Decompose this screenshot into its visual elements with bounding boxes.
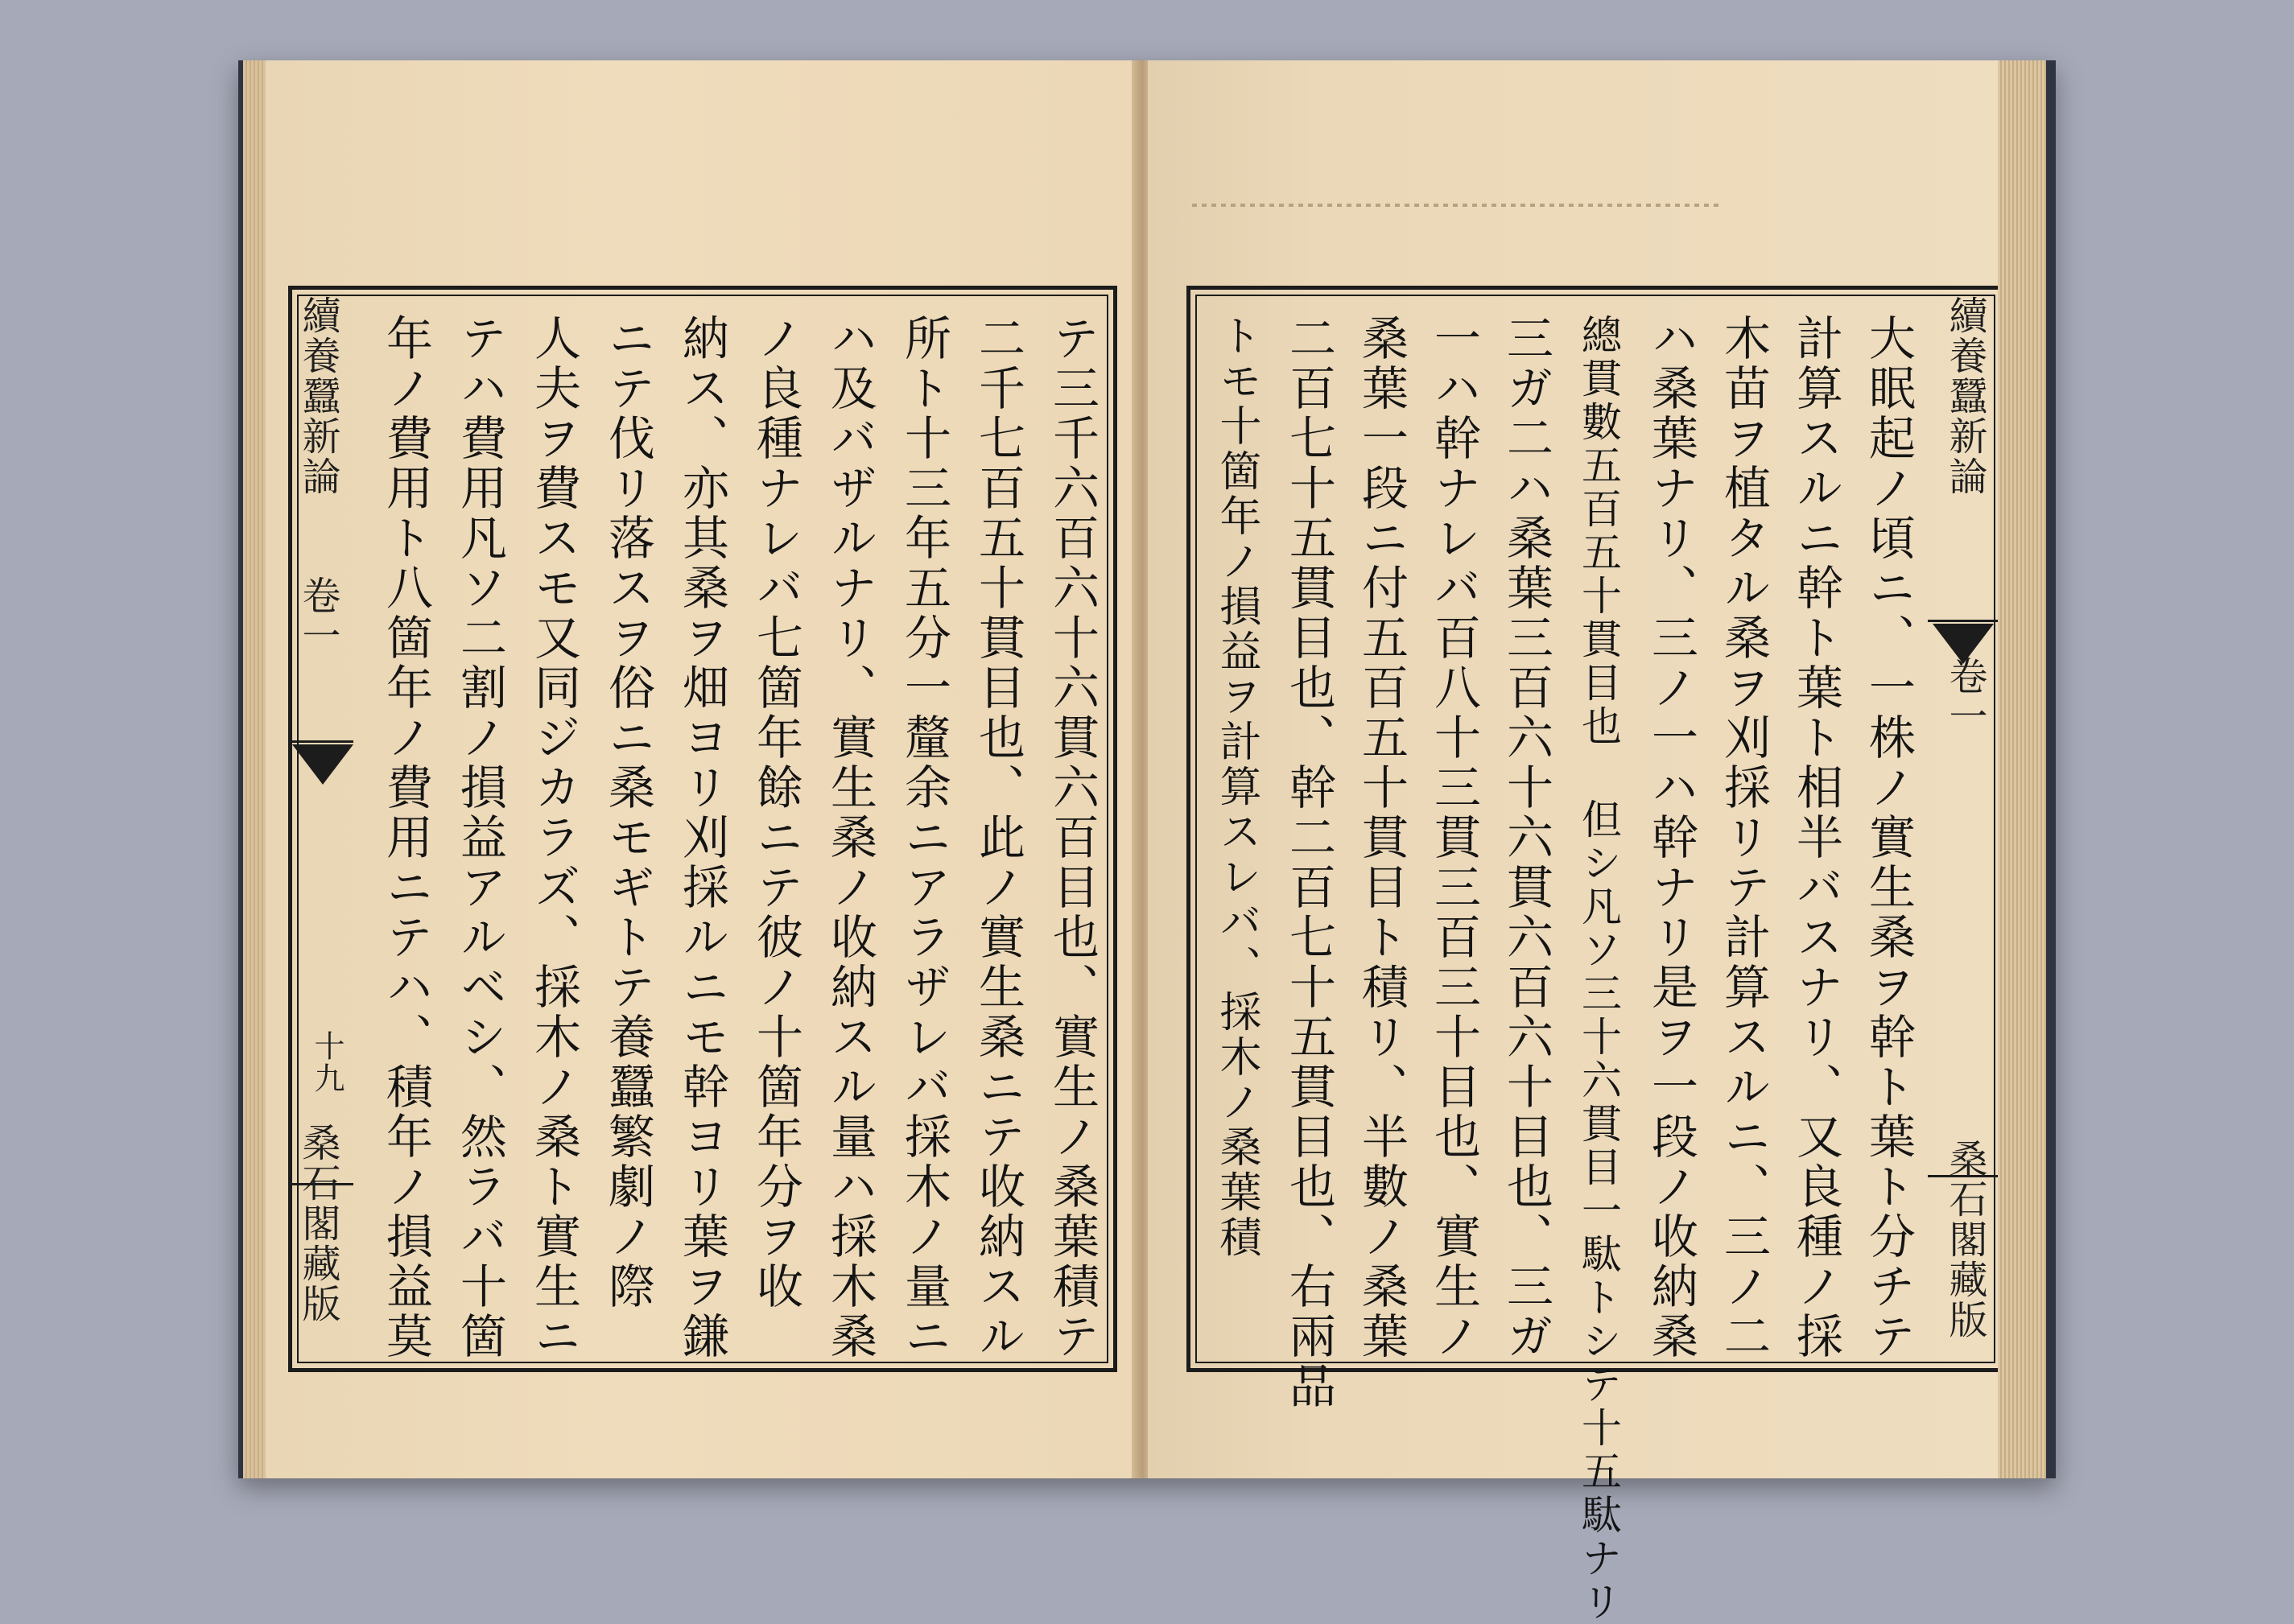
margin-book-title: 續養蠶新論: [1942, 295, 1987, 497]
text-column: 總貫數五百五十貫目也 但シ凡ソ三十六貫目一駄トシテ十五駄ナリ: [1575, 314, 1622, 1624]
text-column: 所ト十三年五分一釐余ニアラザレバ採木ノ量ニ: [897, 314, 951, 1362]
text-column: 計算スルニ幹ト葉ト相半バスナリ、又良種ノ採: [1789, 314, 1843, 1362]
faint-dotted-line: [1192, 204, 1723, 207]
text-column: 大眠起ノ頃ニ、一株ノ實生桑ヲ幹ト葉ト分チテ: [1861, 314, 1916, 1362]
margin-volume-label: 卷一: [1942, 656, 1987, 736]
text-column: ハ及バザルナリ、實生桑ノ收納スル量ハ採木桑: [823, 314, 877, 1362]
text-column: 木苗ヲ植タル桑ヲ刈採リテ計算スルニ、三ノ二: [1716, 314, 1771, 1362]
text-column: ノ良種ナレバ七箇年餘ニテ彼ノ十箇年分ヲ收: [749, 314, 803, 1312]
text-column: テハ費用凡ソ二割ノ損益アルベシ、然ラバ十箇: [452, 314, 507, 1362]
text-column: トモ十箇年ノ損益ヲ計算スレバ、採木ノ桑葉積: [1212, 314, 1260, 1260]
text-column: 二百七十五貫目也、幹二百七十五貫目也、右兩品: [1281, 314, 1336, 1412]
publisher-mark: 桑石閣藏版: [295, 1123, 340, 1324]
text-column: 桑葉一段ニ付五百五十貫目ト積リ、半數ノ桑葉: [1354, 314, 1409, 1362]
text-column: ニテ伐リ落スヲ俗ニ桑モギトテ養蠶繁劇ノ際: [600, 314, 655, 1312]
text-column: 二千七百五十貫目也、此ノ實生桑ニテ收納スル: [971, 314, 1025, 1362]
open-book: [238, 60, 2056, 1624]
right-page-edges: [1998, 60, 2046, 1478]
publisher-mark: 桑石閣藏版: [1942, 1139, 1987, 1340]
text-column: 年ノ費用ト八箇年ノ費用ニテハ、積年ノ損益莫: [378, 314, 433, 1362]
margin-book-title: 續養蠶新論: [295, 295, 340, 497]
right-page: [1148, 60, 2003, 1624]
fold-mark: [292, 744, 353, 785]
text-column: 一ハ幹ナレバ百八十三貫三百三十目也、實生ノ: [1426, 314, 1481, 1362]
left-text-frame: [288, 286, 1117, 1372]
text-column: 納ス、亦其桑ヲ畑ヨリ刈採ルニモ幹ヨリ葉ヲ鎌: [675, 314, 729, 1362]
right-text-frame: [1186, 286, 2004, 1624]
text-column: テ三千六百六十六貫六百目也、實生ノ桑葉積テ: [1045, 314, 1100, 1362]
text-column: ハ桑葉ナリ、三ノ一ハ幹ナリ是ヲ一段ノ收納桑: [1644, 314, 1698, 1362]
text-column: 人夫ヲ費スモ又同ジカラズ、採木ノ桑ト實生ニ: [526, 314, 581, 1362]
left-page: [266, 60, 1135, 1478]
page-number: 十九: [309, 1030, 345, 1094]
margin-volume-label: 卷一: [295, 575, 340, 656]
text-column: 三ガ二ハ桑葉三百六十六貫六百六十目也、三ガ: [1499, 314, 1553, 1362]
